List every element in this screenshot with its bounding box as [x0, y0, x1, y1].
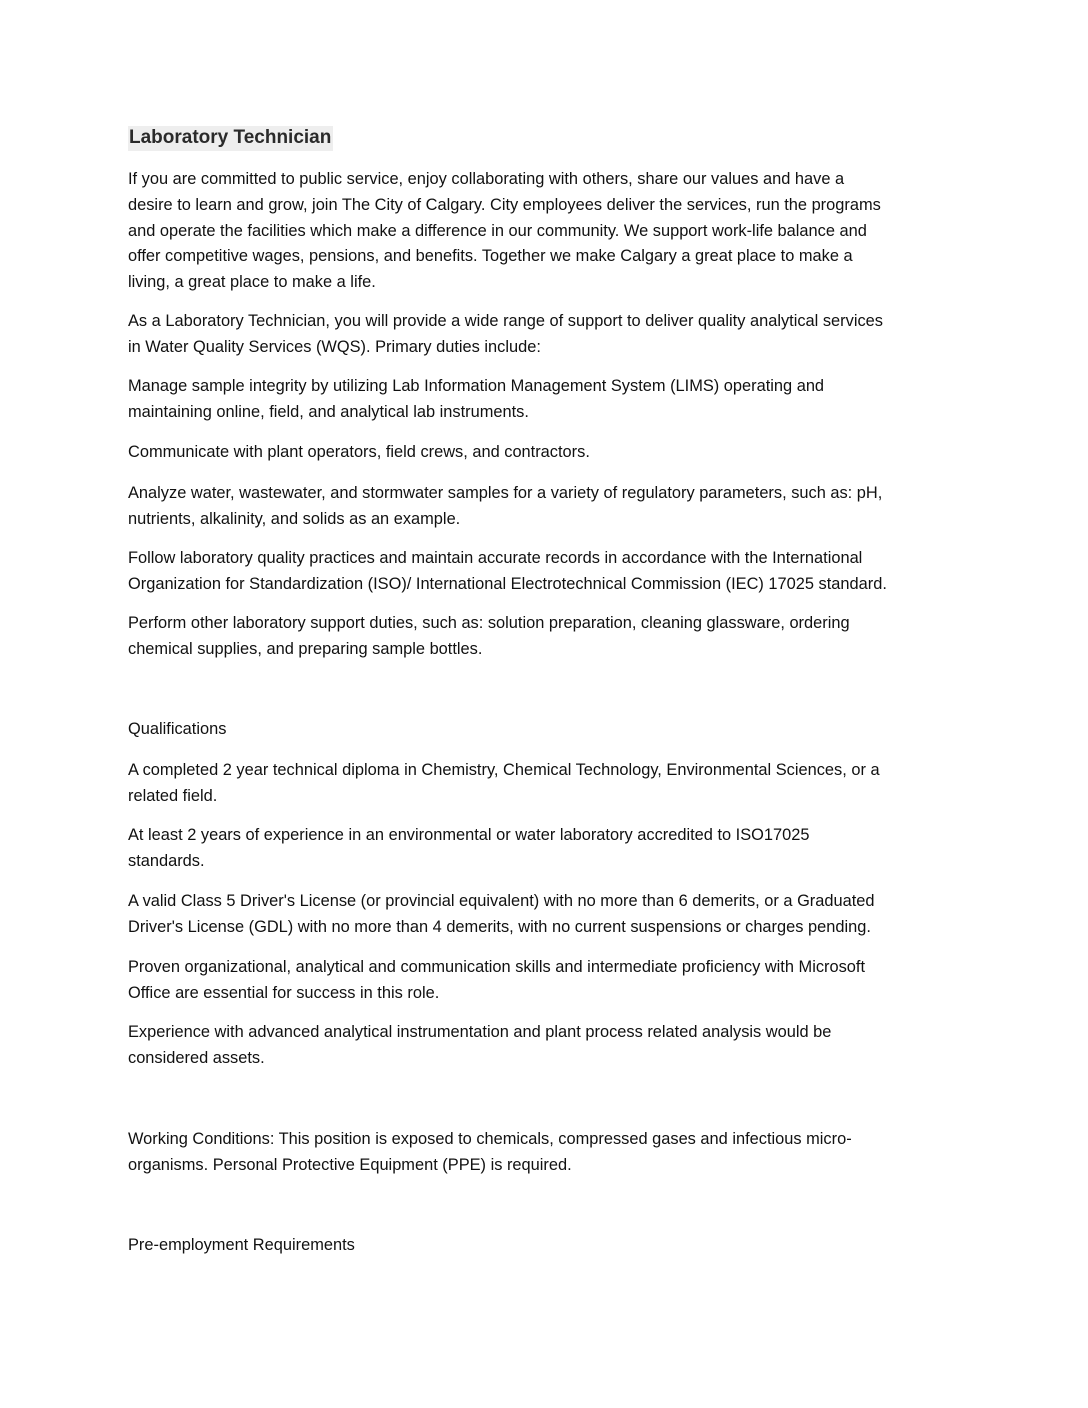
qualification-line: Proven organizational, analytical and communication skills and intermediate proficiency with Microsoft	[128, 958, 866, 976]
qualification-line: Experience with advanced analytical instrumentation and plant process related analysis would be	[128, 1023, 832, 1041]
duty-support	[128, 611, 968, 663]
duty-line: Perform other laboratory support duties, such as: solution preparation, cleaning glassware, ordering	[128, 614, 850, 632]
job-title: Laboratory Technician	[128, 126, 333, 151]
intro-line: desire to learn and grow, join The City of Calgary. City employees deliver the services, run the programs	[128, 195, 881, 214]
qualification-line: standards.	[128, 851, 205, 870]
qualification-line: At least 2 years of experience in an environmental or water laboratory accredited to ISO17025	[128, 826, 810, 844]
duty-line: Follow laboratory quality practices and maintain accurate records in accordance with the International	[128, 549, 863, 567]
qualifications-heading	[128, 717, 968, 743]
duty-line: Analyze water, wastewater, and stormwater samples for a variety of regulatory parameters, such as: pH,	[128, 484, 883, 502]
duty-communicate	[128, 440, 968, 466]
qualification-line: related field.	[128, 786, 218, 805]
intro-line: offer competitive wages, pensions, and benefits. Together we make Calgary a great place to make a	[128, 247, 853, 266]
qualification-line: A valid Class 5 Driver's License (or provincial equivalent) with no more than 6 demerits, or a Graduated	[128, 892, 875, 910]
duty-line: Communicate with plant operators, field crews, and contractors.	[128, 443, 590, 461]
preemployment-heading	[128, 1233, 968, 1259]
qualification-license	[128, 889, 968, 941]
working-conditions	[128, 1127, 968, 1179]
working-conditions-line: Working Conditions: This position is exposed to chemicals, compressed gases and infectious micro-	[128, 1130, 852, 1148]
qualifications-heading-text: Qualifications	[128, 720, 227, 738]
qualification-line: considered assets.	[128, 1048, 265, 1067]
preemployment-heading-text: Pre-employment Requirements	[128, 1236, 355, 1254]
qualification-line: Office are essential for success in this role.	[128, 983, 440, 1002]
role-intro-paragraph	[128, 309, 968, 361]
intro-line: living, a great place to make a life.	[128, 273, 376, 292]
duty-analyze	[128, 481, 968, 533]
duty-line: maintaining online, field, and analytical lab instruments.	[128, 402, 529, 421]
duty-sample-integrity	[128, 374, 968, 426]
qualification-assets	[128, 1020, 968, 1072]
qualification-diploma	[128, 758, 968, 810]
qualification-skills	[128, 955, 968, 1007]
qualification-line: Driver's License (GDL) with no more than 4 demerits, with no current suspensions or charges pending.	[128, 917, 871, 936]
duty-quality-practices	[128, 546, 968, 598]
duty-line: chemical supplies, and preparing sample bottles.	[128, 639, 483, 658]
duty-line: Manage sample integrity by utilizing Lab Information Management System (LIMS) operating and	[128, 377, 825, 395]
qualification-line: A completed 2 year technical diploma in Chemistry, Chemical Technology, Environmental Sciences, or a	[128, 761, 880, 779]
working-conditions-line: organisms. Personal Protective Equipment (PPE) is required.	[128, 1155, 572, 1174]
intro-line: and operate the facilities which make a difference in our community. We support work-life balance and	[128, 221, 867, 240]
role-intro-line: As a Laboratory Technician, you will provide a wide range of support to deliver quality analytical services	[128, 312, 883, 330]
duty-line: nutrients, alkalinity, and solids as an example.	[128, 509, 461, 528]
qualification-experience	[128, 823, 968, 875]
intro-paragraph	[128, 167, 968, 296]
intro-line: If you are committed to public service, enjoy collaborating with others, share our values and have a	[128, 170, 845, 188]
role-intro-line: in Water Quality Services (WQS). Primary duties include:	[128, 337, 541, 356]
duty-line: Organization for Standardization (ISO)/ International Electrotechnical Commission (IEC) 17025 standard.	[128, 574, 887, 593]
